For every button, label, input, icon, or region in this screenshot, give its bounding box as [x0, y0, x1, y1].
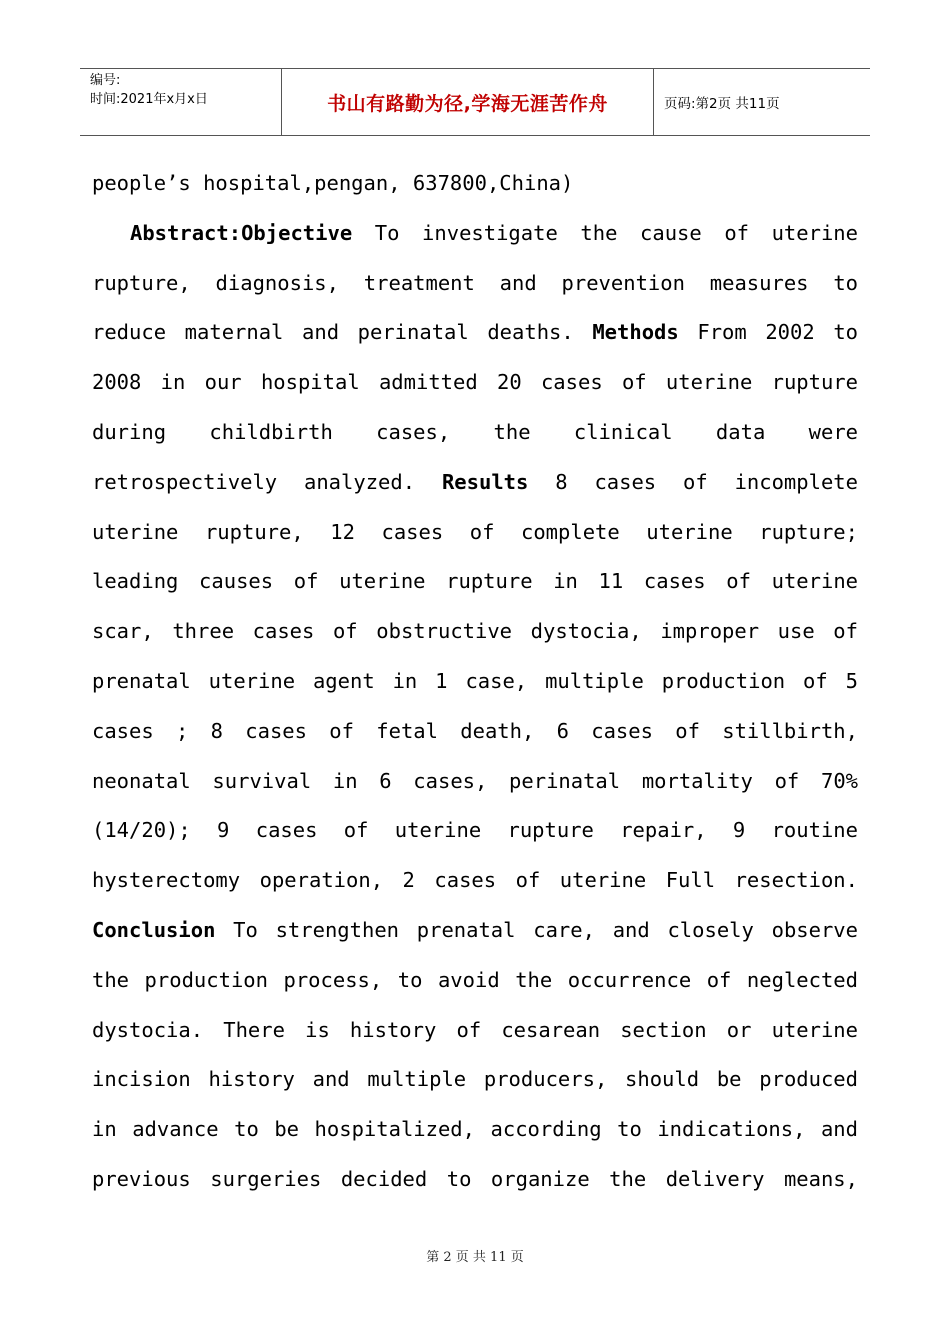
abstract-body [92, 159, 858, 1205]
conclusion-heading: Conclusion [92, 917, 216, 942]
results-heading: Results [441, 469, 529, 494]
text-line: hysterectomy operation, 2 cases of uterine Full resection. [92, 868, 858, 893]
document-date-label: 时间:2021年x月x日 [90, 92, 208, 107]
text-line: neonatal survival in 6 cases, perinatal mortality of 70% [92, 768, 858, 793]
text-line: Conclusion To strengthen prenatal care, and closely observe [92, 917, 858, 942]
text-line: people’s hospital,pengan, 637800,China) [92, 171, 574, 195]
page-header [80, 68, 870, 136]
text-line: 2008 in our hospital admitted 20 cases of uterine rupture [92, 370, 858, 395]
text-line: leading causes of uterine rupture in 11 cases of uterine [92, 569, 858, 594]
text-line: scar, three cases of obstructive dystocia, improper use of [92, 619, 858, 644]
text-line: uterine rupture, 12 cases of complete uterine rupture; [92, 519, 858, 544]
text-line: dystocia. There is history of cesarean section or uterine [92, 1017, 858, 1042]
text-line: previous surgeries decided to organize the delivery means, [92, 1166, 858, 1191]
text-line: Abstract:Objective To investigate the cause of uterine [130, 220, 858, 245]
document-number-label: 编号: [90, 73, 121, 88]
text-line: incision history and multiple producers, should be produced [92, 1067, 858, 1092]
text-line: the production process, to avoid the occurrence of neglected [92, 967, 858, 992]
text-line: reduce maternal and perinatal deaths. Methods From 2002 to [92, 320, 858, 345]
text-line: rupture, diagnosis, treatment and prevention measures to [92, 270, 858, 295]
text-line: in advance to be hospitalized, according to indications, and [92, 1117, 858, 1142]
abstract-objective-heading: Abstract:Objective [130, 220, 353, 245]
methods-heading: Methods [592, 320, 679, 345]
text-line: prenatal uterine agent in 1 case, multiple production of 5 [92, 668, 858, 693]
text-line: retrospectively analyzed. Results 8 cases of incomplete [92, 469, 858, 494]
page-footer: 第 2 页 共 11 页 [426, 1250, 524, 1265]
text-line: cases ; 8 cases of fetal death, 6 cases of stillbirth, [92, 718, 858, 743]
header-motto: 书山有路勤为径,学海无涯苦作舟 [282, 69, 654, 135]
header-meta [80, 69, 282, 135]
text-line: (14/20); 9 cases of uterine rupture repair, 9 routine [92, 818, 858, 843]
header-page-label: 页码:第2页 共11页 [664, 96, 780, 112]
text-line: during childbirth cases, the clinical data were [92, 419, 858, 444]
